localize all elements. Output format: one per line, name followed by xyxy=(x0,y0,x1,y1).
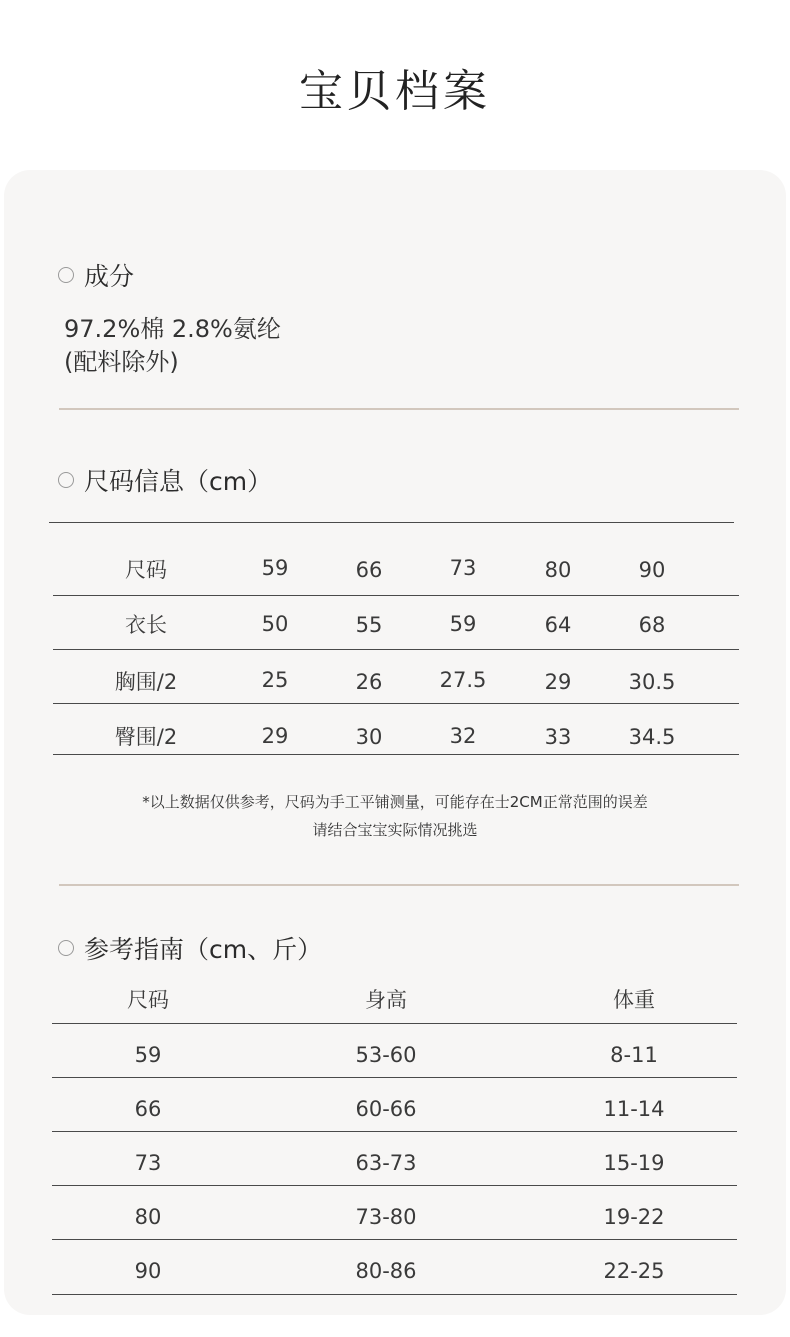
guide-cell: 22-25 xyxy=(603,1259,665,1283)
size-table-cell: 34.5 xyxy=(628,725,676,749)
guide-cell: 90 xyxy=(134,1259,162,1283)
guide-cell: 80-86 xyxy=(355,1259,417,1283)
circle-bullet-icon xyxy=(58,940,74,956)
guide-row-rule xyxy=(52,1077,737,1078)
guide-cell: 66 xyxy=(134,1097,162,1121)
guide-cell: 15-19 xyxy=(603,1151,665,1175)
guide-header-cell: 身高 xyxy=(365,988,407,1012)
size-table-cell: 32 xyxy=(449,724,477,748)
size-table-cell: 66 xyxy=(355,558,383,582)
size-table-cell: 68 xyxy=(638,613,666,637)
size-table-cell: 30.5 xyxy=(628,670,676,694)
guide-cell: 8-11 xyxy=(610,1043,658,1067)
size-table-cell: 衣长 xyxy=(125,613,167,637)
size-table-cell: 29 xyxy=(544,670,572,694)
guide-row-rule xyxy=(52,1294,737,1295)
size-table-cell: 29 xyxy=(261,724,289,748)
size-table-cell: 59 xyxy=(449,612,477,636)
size-table-cell: 80 xyxy=(544,558,572,582)
guide-cell: 73 xyxy=(134,1151,162,1175)
guide-row-rule xyxy=(52,1239,737,1240)
size-table-cell: 尺码 xyxy=(125,558,167,582)
composition-materials: 97.2%棉 2.8%氨纶 xyxy=(64,315,281,343)
guide-cell: 53-60 xyxy=(355,1043,417,1067)
size-table-cell: 30 xyxy=(355,725,383,749)
size-advice: 请结合宝宝实际情况挑选 xyxy=(312,821,478,839)
size-info-title: 尺码信息（cm） xyxy=(84,467,273,496)
size-table-cell: 26 xyxy=(355,670,383,694)
guide-cell: 11-14 xyxy=(603,1097,665,1121)
guide-cell: 63-73 xyxy=(355,1151,417,1175)
size-table-cell: 27.5 xyxy=(439,668,487,692)
circle-bullet-icon xyxy=(58,267,74,283)
table-row-rule xyxy=(53,754,739,755)
table-top-rule xyxy=(49,522,734,523)
size-table-cell: 25 xyxy=(261,668,289,692)
size-info-header xyxy=(58,462,272,498)
guide-row-rule xyxy=(52,1023,737,1024)
guide-row-rule xyxy=(52,1185,737,1186)
size-table-cell: 胸围/2 xyxy=(114,670,178,694)
guide-cell: 73-80 xyxy=(355,1205,417,1229)
size-disclaimer: *以上数据仅供参考，尺码为手工平铺测量，可能存在士2CM正常范围的误差 xyxy=(142,793,648,811)
guide-header-cell: 体重 xyxy=(613,988,655,1012)
table-row-rule xyxy=(53,595,739,596)
guide-title: 参考指南（cm、斤） xyxy=(84,935,323,964)
table-row-rule xyxy=(53,649,739,650)
table-row-rule xyxy=(53,703,739,704)
composition-header xyxy=(58,257,134,293)
page-title: 宝贝档案 xyxy=(299,66,491,117)
composition-note: (配料除外) xyxy=(64,348,179,376)
size-table-cell: 33 xyxy=(544,725,572,749)
guide-cell: 60-66 xyxy=(355,1097,417,1121)
section-divider xyxy=(59,408,739,410)
guide-header-cell: 尺码 xyxy=(127,988,169,1012)
size-table-cell: 55 xyxy=(355,613,383,637)
guide-cell: 19-22 xyxy=(603,1205,665,1229)
size-table-cell: 50 xyxy=(261,612,289,636)
size-table-cell: 臀围/2 xyxy=(114,725,178,749)
section-divider xyxy=(59,884,739,886)
guide-header xyxy=(58,930,322,966)
guide-cell: 59 xyxy=(134,1043,162,1067)
size-table-cell: 64 xyxy=(544,613,572,637)
size-table-cell: 90 xyxy=(638,558,666,582)
size-table-cell: 73 xyxy=(449,556,477,580)
guide-row-rule xyxy=(52,1131,737,1132)
size-table-cell: 59 xyxy=(261,556,289,580)
composition-title: 成分 xyxy=(84,262,135,291)
circle-bullet-icon xyxy=(58,472,74,488)
guide-cell: 80 xyxy=(134,1205,162,1229)
